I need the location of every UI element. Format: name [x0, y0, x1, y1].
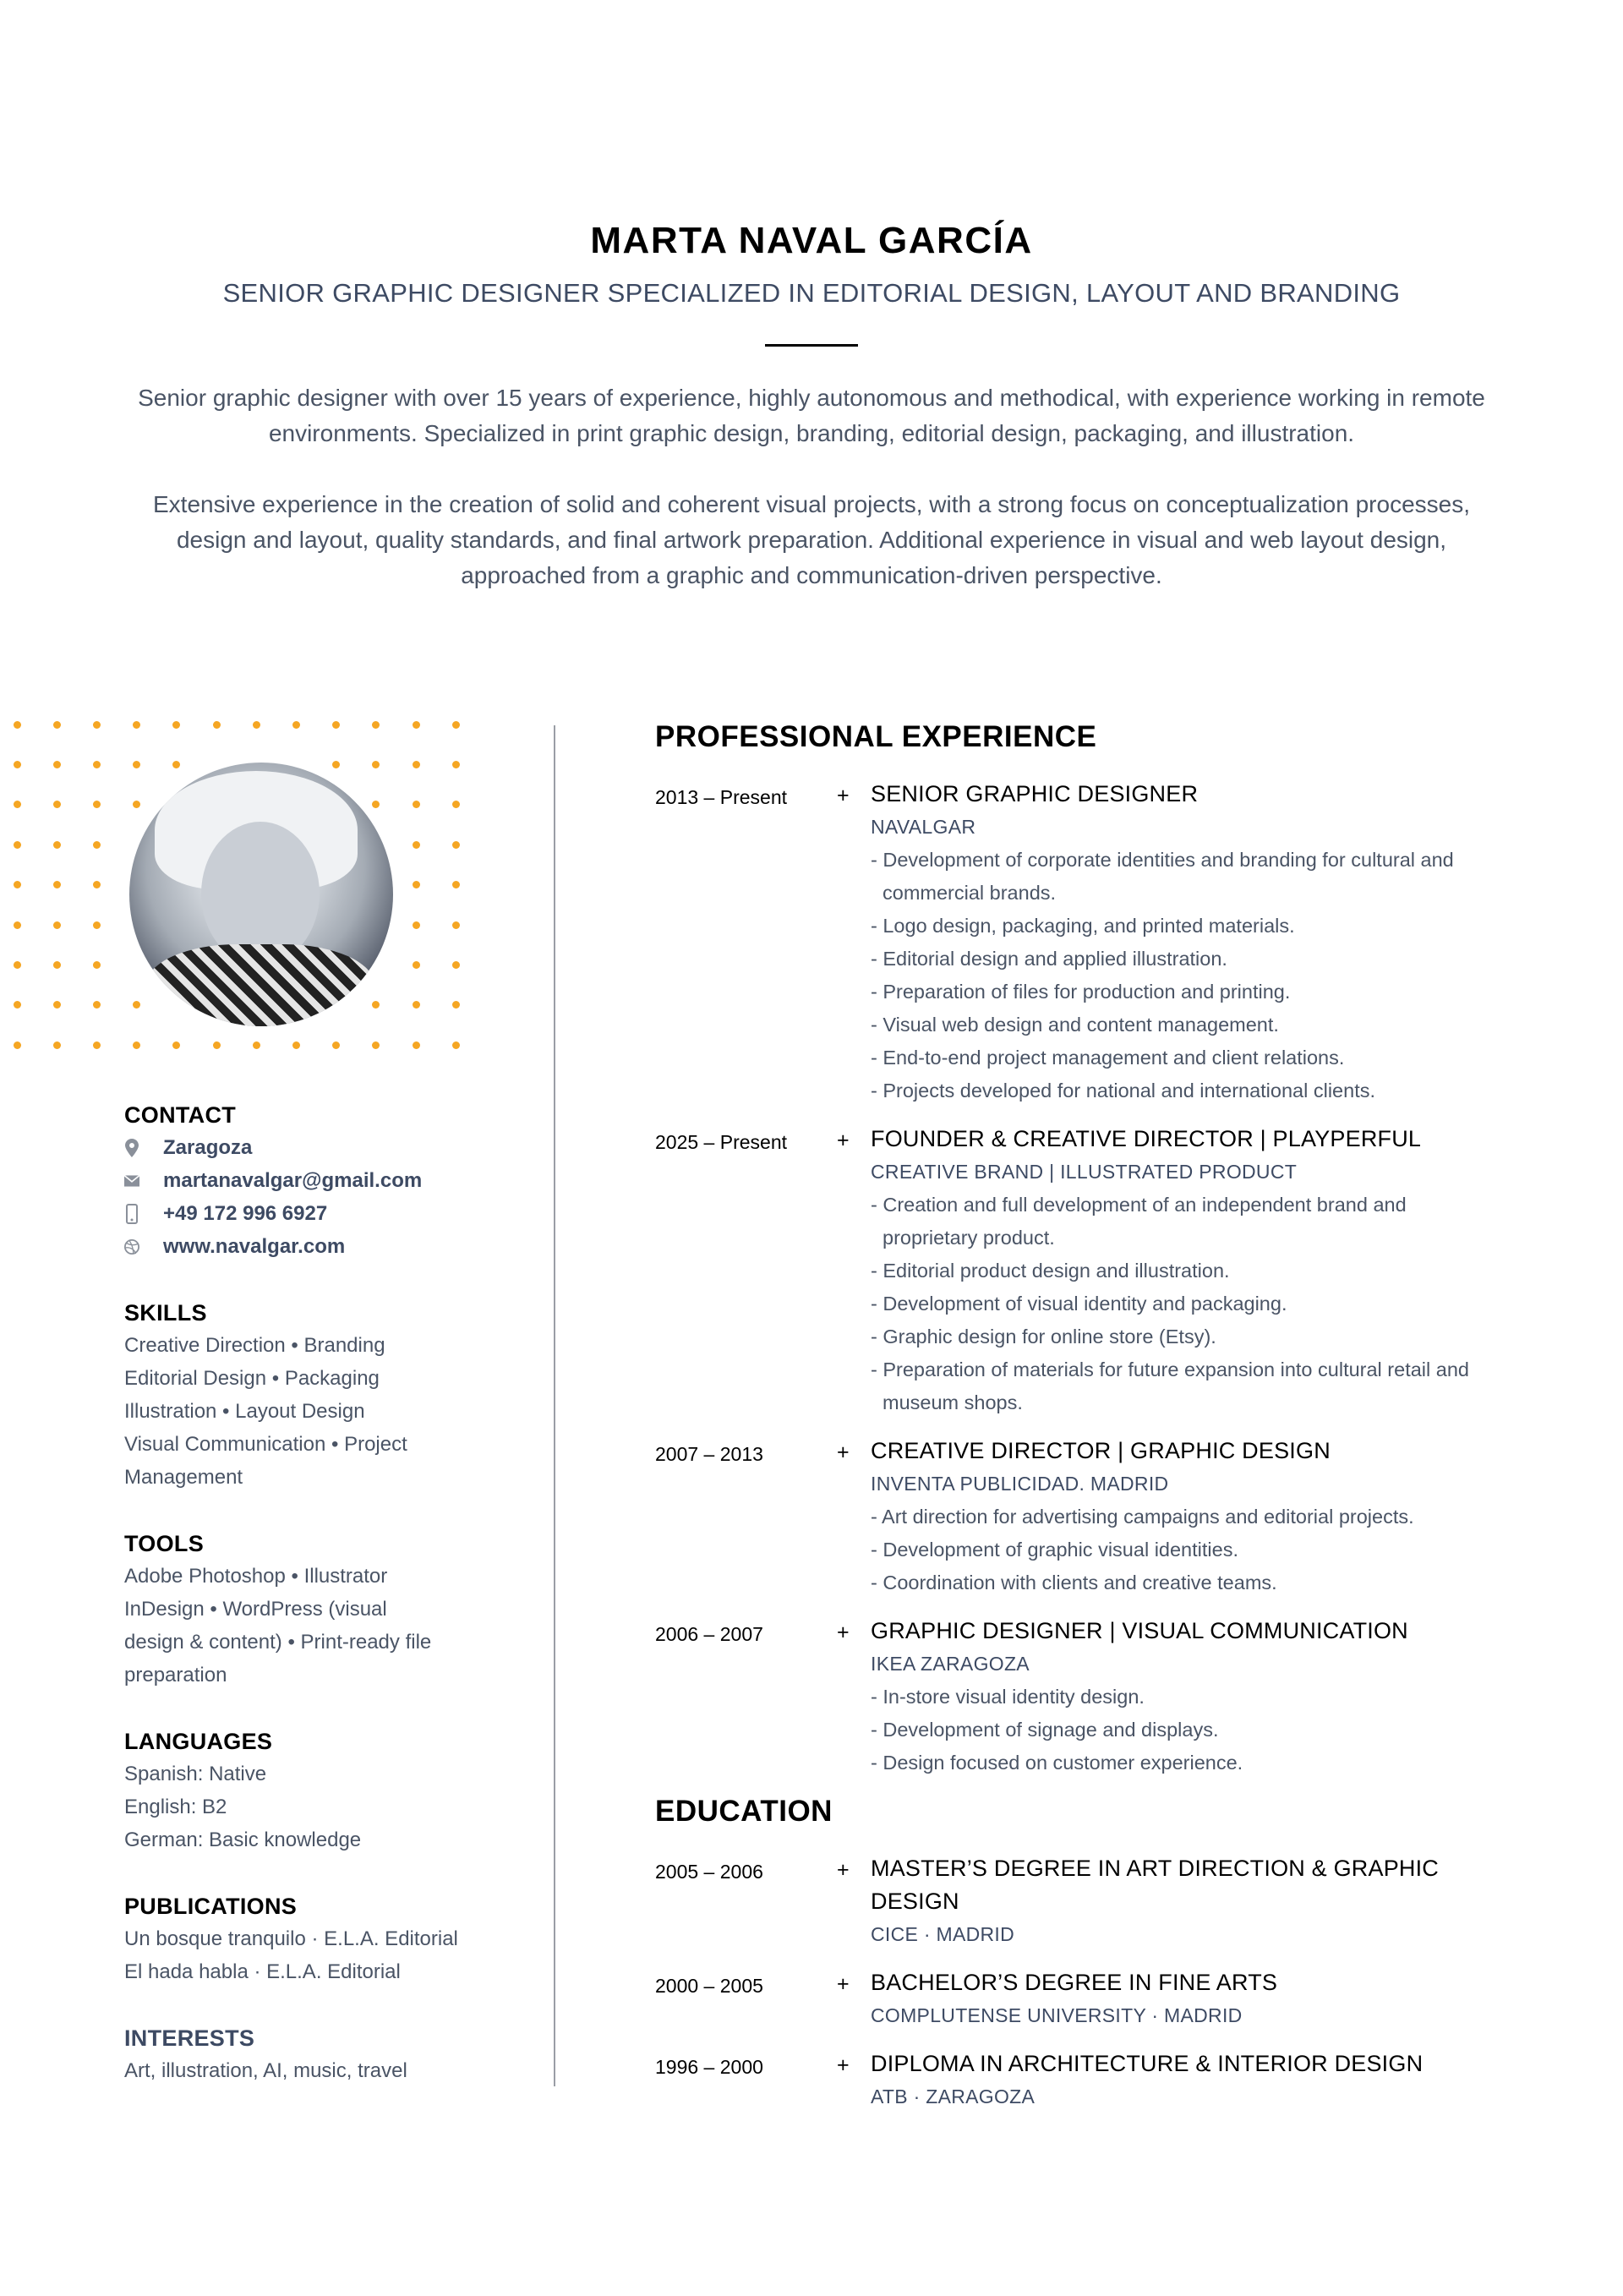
entry-bullet: - Preparation of files for production and printing.: [871, 981, 1291, 1003]
entry-bullet: - Development of signage and displays.: [871, 1719, 1219, 1741]
contact-phone-text[interactable]: +49 172 996 6927: [163, 1202, 328, 1225]
sidebar: [124, 1099, 479, 2121]
header-divider: [765, 344, 858, 347]
decorative-dot: [14, 1041, 21, 1049]
decorative-dot: [133, 1041, 140, 1049]
decorative-dot: [93, 881, 101, 888]
entry-school: CICE · MADRID: [871, 1923, 1015, 1945]
entry-company: NAVALGAR: [871, 816, 976, 838]
decorative-dot: [413, 801, 420, 808]
decorative-dot: [213, 1041, 221, 1049]
decorative-dot: [14, 961, 21, 969]
decorative-dot: [172, 761, 180, 768]
experience-title: PROFESSIONAL EXPERIENCE: [655, 720, 1097, 753]
entry-bullet: - Graphic design for online store (Etsy).: [871, 1326, 1216, 1348]
plus-icon: +: [837, 1621, 850, 1644]
decorative-dot: [53, 761, 61, 768]
plus-icon: +: [837, 1858, 850, 1882]
languages-title: LANGUAGES: [124, 1729, 273, 1754]
decorative-dot: [93, 1001, 101, 1009]
contact-section: [124, 1099, 479, 1263]
plus-icon: +: [837, 784, 850, 807]
decorative-dot: [14, 1001, 21, 1009]
entry-company: CREATIVE BRAND | ILLUSTRATED PRODUCT: [871, 1161, 1298, 1183]
contact-email-text[interactable]: martanavalgar@gmail.com: [163, 1169, 423, 1192]
tools-line: InDesign • WordPress (visual: [124, 1598, 387, 1621]
decorative-dot: [452, 881, 460, 888]
summary-paragraph: Extensive experience in the creation of solid and coherent visual projects, with a strong focus on conceptualization processes, design and layout, quality standards, and final artwork preparation. Additional experience in visual and web layout design, approached from a graphic and communication-driven perspective.: [153, 491, 1470, 588]
entry-date: 1996 – 2000: [655, 2056, 763, 2078]
entry-bullet: - Preparation of materials for future expansion into cultural retail and museum shops.: [871, 1358, 1469, 1413]
entry-date: 2005 – 2006: [655, 1861, 763, 1883]
decorative-dot: [452, 841, 460, 849]
entry-degree: DIPLOMA IN ARCHITECTURE & INTERIOR DESIGN: [871, 2051, 1424, 2076]
decorative-dot: [14, 881, 21, 888]
contact-location-text: Zaragoza: [163, 1136, 253, 1159]
publications-title: PUBLICATIONS: [124, 1894, 298, 1919]
entry-role: GRAPHIC DESIGNER | VISUAL COMMUNICATION: [871, 1618, 1408, 1643]
decorative-dot: [372, 801, 380, 808]
decorative-dot: [53, 961, 61, 969]
language-item: Spanish: Native: [124, 1763, 267, 1785]
decorative-dot: [53, 881, 61, 888]
decorative-dot: [14, 761, 21, 768]
decorative-dot: [53, 1001, 61, 1009]
decorative-dot: [372, 761, 380, 768]
education-entry: [655, 1966, 1509, 2032]
education-title: EDUCATION: [655, 1795, 833, 1828]
profile-photo-area: [0, 714, 473, 1069]
interests-title: INTERESTS: [124, 2025, 255, 2051]
resume-header: [0, 216, 1623, 629]
column-divider: [554, 725, 555, 2086]
contact-location: [124, 1131, 479, 1164]
candidate-title: SENIOR GRAPHIC DESIGNER SPECIALIZED IN EDITORIAL DESIGN, LAYOUT AND BRANDING: [222, 278, 1401, 308]
tools-line: preparation: [124, 1664, 227, 1686]
decorative-dot: [413, 1001, 420, 1009]
experience-entry: [655, 1123, 1509, 1419]
entry-bullet: - Visual web design and content management.: [871, 1014, 1279, 1036]
skills-title: SKILLS: [124, 1300, 207, 1326]
entry-bullet: - In-store visual identity design.: [871, 1686, 1145, 1708]
tools-title: TOOLS: [124, 1531, 205, 1556]
decorative-dot: [332, 1041, 340, 1049]
summary-paragraph: Senior graphic designer with over 15 years of experience, highly autonomous and methodical, with experience working in remote environments. Specialized in print graphic design, branding, editorial design, packaging, and illustration.: [138, 385, 1485, 446]
skills-line: Management: [124, 1466, 243, 1489]
education-list: [655, 1852, 1509, 2113]
entry-bullet: - Development of corporate identities and branding for cultural and commercial brands.: [871, 849, 1454, 904]
skills-line: Visual Communication • Project: [124, 1433, 407, 1456]
contact-website-text[interactable]: www.navalgar.com: [163, 1235, 346, 1258]
languages-section: [124, 1725, 479, 1856]
tools-line: Adobe Photoshop • Illustrator: [124, 1565, 388, 1588]
entry-bullet: - End-to-end project management and client relations.: [871, 1047, 1345, 1069]
decorative-dot: [53, 1041, 61, 1049]
publication-item: Un bosque tranquilo · E.L.A. Editorial: [124, 1927, 458, 1950]
decorative-dot: [452, 961, 460, 969]
entry-bullet: - Design focused on customer experience.: [871, 1752, 1243, 1774]
decorative-dot: [133, 801, 140, 808]
education-entry: [655, 2047, 1509, 2113]
experience-entry: [655, 1435, 1509, 1599]
decorative-dot: [372, 1041, 380, 1049]
profile-photo: [129, 763, 393, 1026]
entry-role: SENIOR GRAPHIC DESIGNER: [871, 781, 1199, 806]
plus-icon: +: [837, 2053, 850, 2077]
decorative-dot: [452, 1041, 460, 1049]
entry-bullet: - Logo design, packaging, and printed materials.: [871, 915, 1295, 937]
decorative-dot: [372, 721, 380, 729]
decorative-dot: [452, 921, 460, 929]
plus-icon: +: [837, 1972, 850, 1996]
decorative-dot: [253, 721, 260, 729]
entry-degree: MASTER’S DEGREE IN ART DIRECTION & GRAPHIC DESIGN: [871, 1856, 1440, 1914]
decorative-dot: [413, 721, 420, 729]
location-pin-icon: [124, 1139, 139, 1157]
decorative-dot: [53, 801, 61, 808]
contact-email[interactable]: [124, 1164, 479, 1197]
language-item: German: Basic knowledge: [124, 1829, 362, 1851]
decorative-dot: [413, 841, 420, 849]
envelope-icon: [124, 1172, 139, 1190]
decorative-dot: [172, 721, 180, 729]
tools-section: [124, 1528, 479, 1692]
decorative-dot: [133, 1001, 140, 1009]
decorative-dot: [253, 1041, 260, 1049]
entry-bullet: - Projects developed for national and international clients.: [871, 1080, 1376, 1102]
entry-date: 2007 – 2013: [655, 1443, 763, 1465]
decorative-dot: [413, 881, 420, 888]
decorative-dot: [172, 1041, 180, 1049]
decorative-dot: [452, 1001, 460, 1009]
skills-line: Creative Direction • Branding: [124, 1334, 385, 1357]
entry-date: 2000 – 2005: [655, 1975, 763, 1997]
main-content: [655, 717, 1509, 2113]
decorative-dot: [93, 761, 101, 768]
entry-bullet: - Editorial design and applied illustration.: [871, 948, 1227, 970]
entry-company: INVENTA PUBLICIDAD. MADRID: [871, 1473, 1169, 1495]
decorative-dot: [93, 921, 101, 929]
decorative-dot: [413, 761, 420, 768]
entry-bullet: - Development of visual identity and packaging.: [871, 1293, 1287, 1315]
decorative-dot: [332, 761, 340, 768]
publication-item: El hada habla · E.L.A. Editorial: [124, 1960, 401, 1983]
decorative-dot: [14, 721, 21, 729]
publications-section: [124, 1890, 479, 1988]
entry-date: 2006 – 2007: [655, 1623, 763, 1645]
skills-section: [124, 1297, 479, 1494]
decorative-dot: [292, 1041, 300, 1049]
decorative-dot: [133, 761, 140, 768]
decorative-dot: [93, 801, 101, 808]
decorative-dot: [413, 921, 420, 929]
entry-bullet: - Coordination with clients and creative teams.: [871, 1572, 1277, 1594]
entry-role: FOUNDER & CREATIVE DIRECTOR | PLAYPERFUL: [871, 1126, 1422, 1151]
entry-date: 2025 – Present: [655, 1131, 788, 1153]
entry-degree: BACHELOR’S DEGREE IN FINE ARTS: [871, 1970, 1278, 1995]
interests-section: [124, 2022, 479, 2087]
decorative-dot: [14, 841, 21, 849]
decorative-dot: [53, 841, 61, 849]
experience-entry: [655, 1615, 1509, 1779]
plus-icon: +: [837, 1440, 850, 1464]
entry-bullet: - Development of graphic visual identities.: [871, 1539, 1238, 1561]
decorative-dot: [452, 801, 460, 808]
decorative-dot: [413, 961, 420, 969]
decorative-dot: [14, 921, 21, 929]
interests-text: Art, illustration, AI, music, travel: [124, 2059, 407, 2082]
decorative-dot: [413, 1041, 420, 1049]
decorative-dot: [133, 721, 140, 729]
decorative-dot: [93, 1041, 101, 1049]
plus-icon: +: [837, 1129, 850, 1152]
entry-bullet: - Art direction for advertising campaigns and editorial projects.: [871, 1506, 1414, 1528]
skills-line: Editorial Design • Packaging: [124, 1367, 380, 1390]
decorative-dot: [213, 721, 221, 729]
decorative-dot: [93, 961, 101, 969]
tools-line: design & content) • Print-ready file: [124, 1631, 432, 1654]
contact-title: CONTACT: [124, 1102, 237, 1128]
entry-date: 2013 – Present: [655, 786, 788, 808]
experience-entry: [655, 778, 1509, 1107]
contact-phone[interactable]: [124, 1197, 479, 1230]
decorative-dot: [452, 761, 460, 768]
decorative-dot: [452, 721, 460, 729]
entry-bullet: - Editorial product design and illustration.: [871, 1260, 1230, 1282]
entry-school: ATB · ZARAGOZA: [871, 2086, 1036, 2107]
skills-line: Illustration • Layout Design: [124, 1400, 365, 1423]
decorative-dot: [93, 841, 101, 849]
mobile-phone-icon: [124, 1205, 139, 1223]
decorative-dot: [93, 721, 101, 729]
entry-school: COMPLUTENSE UNIVERSITY · MADRID: [871, 2004, 1243, 2026]
language-item: English: B2: [124, 1796, 227, 1818]
decorative-dot: [14, 801, 21, 808]
decorative-dot: [332, 721, 340, 729]
profile-summary: [118, 380, 1505, 593]
dribbble-icon: [124, 1238, 139, 1256]
entry-role: CREATIVE DIRECTOR | GRAPHIC DESIGN: [871, 1438, 1331, 1463]
candidate-name: MARTA NAVAL GARCÍA: [590, 220, 1033, 261]
contact-website[interactable]: [124, 1230, 479, 1263]
decorative-dot: [53, 921, 61, 929]
entry-company: IKEA ZARAGOZA: [871, 1653, 1030, 1675]
experience-list: [655, 778, 1509, 1779]
education-entry: [655, 1852, 1509, 1951]
decorative-dot: [292, 721, 300, 729]
decorative-dot: [53, 721, 61, 729]
entry-bullet: - Creation and full development of an independent brand and proprietary product.: [871, 1194, 1407, 1249]
